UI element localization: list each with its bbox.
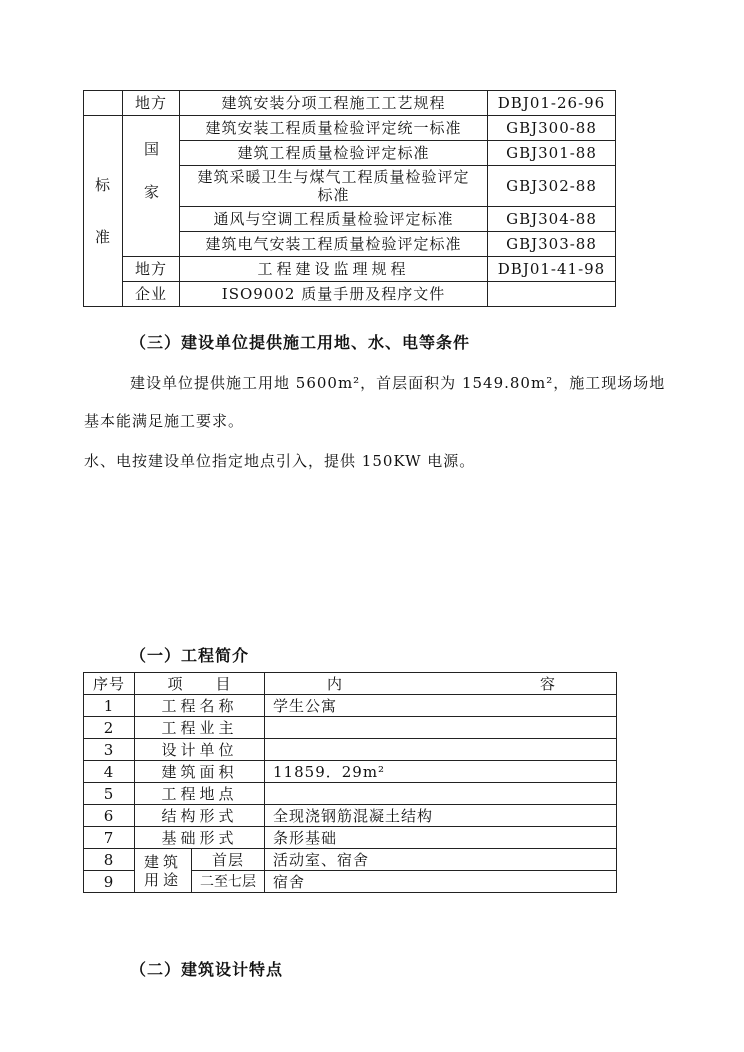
standard-code: GBJ300-88 <box>488 116 616 141</box>
section3-heading: （三）建设单位提供施工用地、水、电等条件 <box>130 333 471 352</box>
row-item: 建筑面积 <box>135 761 265 783</box>
section1-heading: （一）工程简介 <box>130 646 250 665</box>
header-content-right: 容 <box>540 674 557 693</box>
row-value <box>265 739 617 761</box>
table-row <box>84 805 617 827</box>
standard-name: 建筑安装分项工程施工工艺规程 <box>180 91 488 116</box>
row-item: 工程名称 <box>135 695 265 717</box>
group-label-standard <box>84 116 123 307</box>
table-row <box>84 257 616 282</box>
section3-paragraph-line: 建设单位提供施工用地 5600m²，首层面积为 1549.80m²，施工现场场地 <box>130 374 666 392</box>
row-item: 设计单位 <box>135 739 265 761</box>
standard-name: 建筑工程质量检验评定标准 <box>180 141 488 166</box>
table-row <box>84 91 616 116</box>
standards-table <box>83 90 616 307</box>
table-row <box>84 695 617 717</box>
row-item: 结构形式 <box>135 805 265 827</box>
national-label-text: 国家 <box>142 141 160 227</box>
standard-code <box>488 282 616 307</box>
table-row <box>84 849 617 871</box>
row-no: 1 <box>84 695 135 717</box>
row-item: 工程地点 <box>135 783 265 805</box>
standard-code: GBJ302-88 <box>488 166 616 207</box>
standard-name: 建筑安装工程质量检验评定统一标准 <box>180 116 488 141</box>
standard-code: DBJ01-41-98 <box>488 257 616 282</box>
section3-paragraph: 水、电按建设单位指定地点引入，提供 150KW 电源。 <box>84 452 476 470</box>
row-value: 条形基础 <box>265 827 617 849</box>
row-item: 基础形式 <box>135 827 265 849</box>
standard-name: 通风与空调工程质量检验评定标准 <box>180 207 488 232</box>
group-label-char: 准 <box>94 228 111 246</box>
standard-code: GBJ301-88 <box>488 141 616 166</box>
usage-floor: 二至七层 <box>192 871 265 893</box>
table-row <box>84 761 617 783</box>
project-overview-table <box>83 672 617 893</box>
header-content <box>265 673 617 695</box>
header-content-left: 内 <box>327 674 344 693</box>
row-value: 学生公寓 <box>265 695 617 717</box>
row-no: 8 <box>84 849 135 871</box>
level-cell: 地方 <box>123 91 180 116</box>
row-value <box>265 783 617 805</box>
row-no: 3 <box>84 739 135 761</box>
row-value: 宿舍 <box>265 871 617 893</box>
header-item: 项 目 <box>135 673 265 695</box>
row-no: 2 <box>84 717 135 739</box>
national-label <box>123 116 180 257</box>
row-no: 4 <box>84 761 135 783</box>
header-no: 序号 <box>84 673 135 695</box>
group-label-char: 标 <box>94 176 111 194</box>
row-no: 5 <box>84 783 135 805</box>
table-row <box>84 282 616 307</box>
row-value: 11859．29m² <box>265 761 617 783</box>
table-header-row <box>84 673 617 695</box>
table-row <box>84 783 617 805</box>
level-cell: 企业 <box>123 282 180 307</box>
section3-paragraph-line: 基本能满足施工要求。 <box>84 412 245 430</box>
row-value: 全现浇钢筋混凝土结构 <box>265 805 617 827</box>
standard-name: 工程建设监理规程 <box>180 257 488 282</box>
standard-code: GBJ303-88 <box>488 232 616 257</box>
section2-heading: （二）建筑设计特点 <box>130 960 284 979</box>
table-row <box>84 827 617 849</box>
table-row <box>84 717 617 739</box>
row-item: 工程业主 <box>135 717 265 739</box>
usage-floor: 首层 <box>192 849 265 871</box>
level-cell: 地方 <box>123 257 180 282</box>
row-value: 活动室、宿舍 <box>265 849 617 871</box>
standard-code: GBJ304-88 <box>488 207 616 232</box>
row-no: 6 <box>84 805 135 827</box>
standard-name: ISO9002 质量手册及程序文件 <box>180 282 488 307</box>
standard-name: 建筑电气安装工程质量检验评定标准 <box>180 232 488 257</box>
standard-name: 建筑采暖卫生与煤气工程质量检验评定标准 <box>180 166 488 207</box>
row-no: 9 <box>84 871 135 893</box>
blank-cell <box>84 91 123 116</box>
row-value <box>265 717 617 739</box>
row-no: 7 <box>84 827 135 849</box>
standard-code: DBJ01-26-96 <box>488 91 616 116</box>
table-row <box>84 116 616 141</box>
usage-label: 建筑用途 <box>135 849 192 893</box>
table-row <box>84 739 617 761</box>
